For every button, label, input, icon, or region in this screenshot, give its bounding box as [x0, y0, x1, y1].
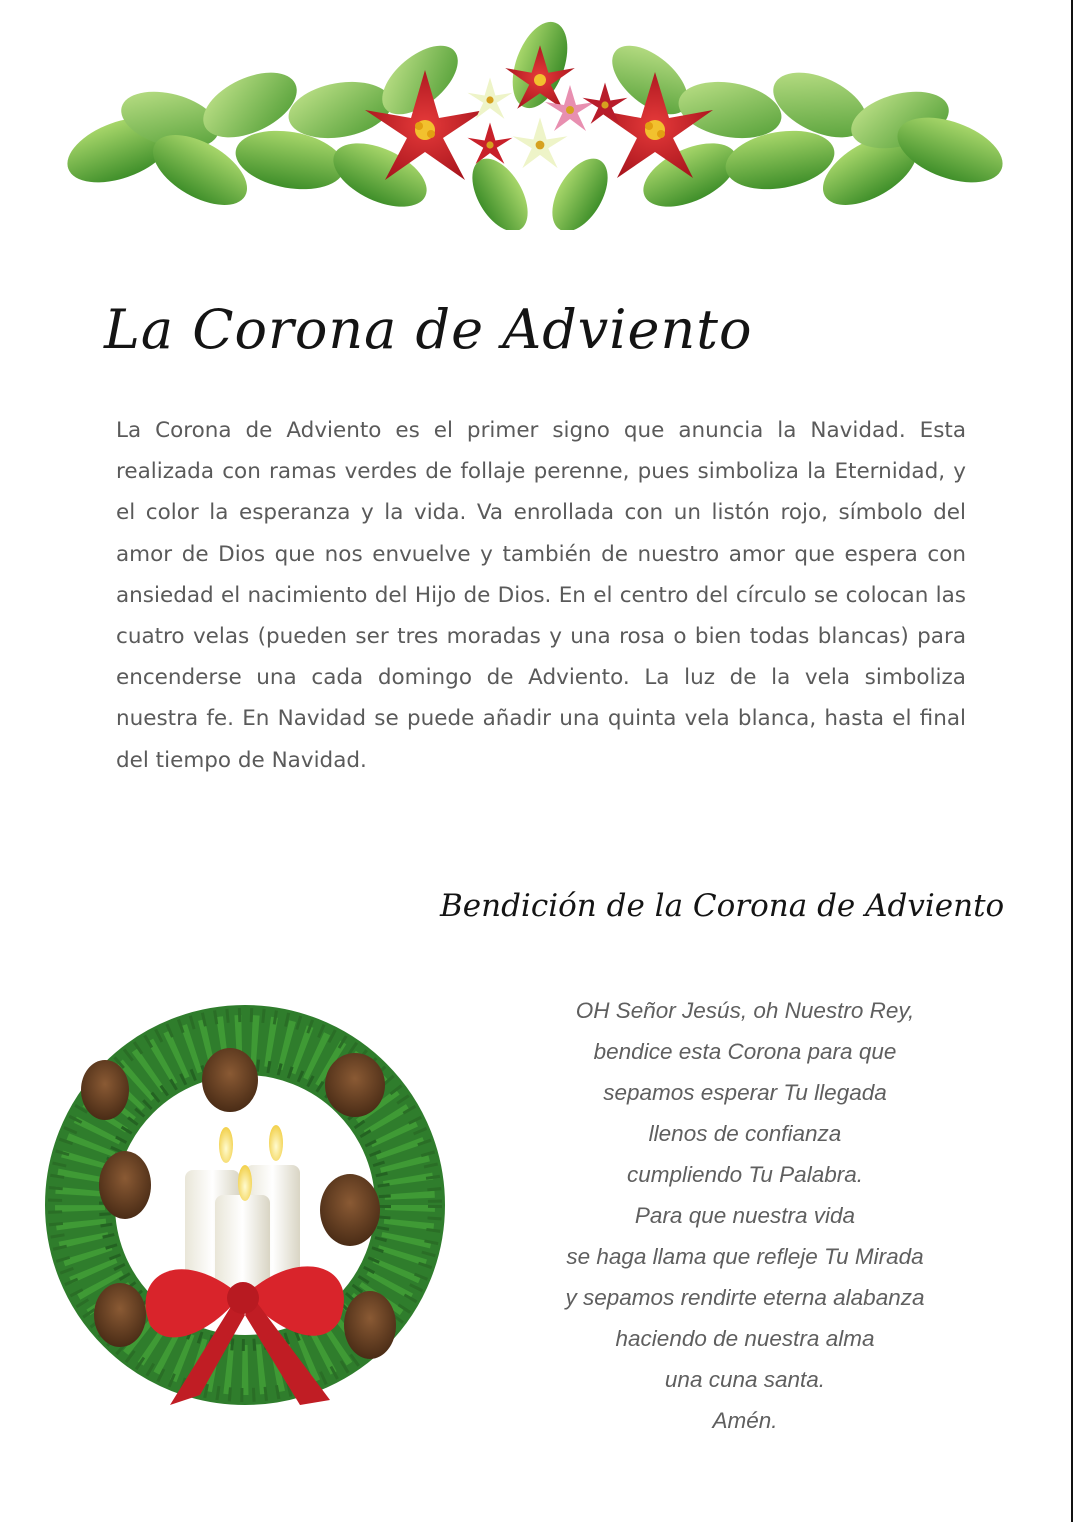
prayer-line: OH Señor Jesús, oh Nuestro Rey, — [575, 998, 915, 1023]
prayer-line: bendice esta Corona para que — [593, 1039, 897, 1064]
page-edge-line — [1071, 0, 1073, 1522]
prayer-line: llenos de confianza — [648, 1121, 842, 1146]
page-title: La Corona de Adviento — [104, 298, 753, 361]
prayer-line: sepamos esperar Tu llegada — [603, 1080, 887, 1105]
prayer-line: haciendo de nuestra alma — [615, 1326, 875, 1351]
prayer-line: Amén. — [712, 1408, 778, 1433]
advent-wreath-icon — [30, 995, 470, 1425]
prayer-line: Para que nuestra vida — [634, 1203, 856, 1228]
prayer-line: cumpliendo Tu Palabra. — [627, 1162, 863, 1187]
prayer-line: una cuna santa. — [664, 1367, 826, 1392]
prayer-line: se haga llama que refleje Tu Mirada — [566, 1244, 924, 1269]
garland-leaves — [60, 15, 1010, 230]
intro-paragraph: La Corona de Adviento es el primer signo que anuncia la Navidad. Esta realizada con ramas verdes de follaje perenne, pues simboliza la Eternidad, y el color la esperanza y la vida. Va enrollada con un listón rojo, símbolo del amor de Dios que nos envuelve y también de nuestro amor que espera con ansiedad el nacimiento del Hijo de Dios. En el centro del círculo se colocan las cuatro velas (pueden ser tres moradas y una rosa o bien todas blancas) para encenderse una cada domingo de Adviento. La luz de la vela simboliza nuestra fe. En Navidad se puede añadir una quinta vela blanca, hasta el final del tiempo de Navidad. — [116, 418, 966, 773]
prayer-line: y sepamos rendirte eterna alabanza — [565, 1285, 925, 1310]
poinsettia-garland-icon — [60, 10, 1010, 230]
section-subtitle: Bendición de la Corona de Adviento — [440, 888, 1005, 924]
prayer-lines — [520, 990, 970, 1441]
